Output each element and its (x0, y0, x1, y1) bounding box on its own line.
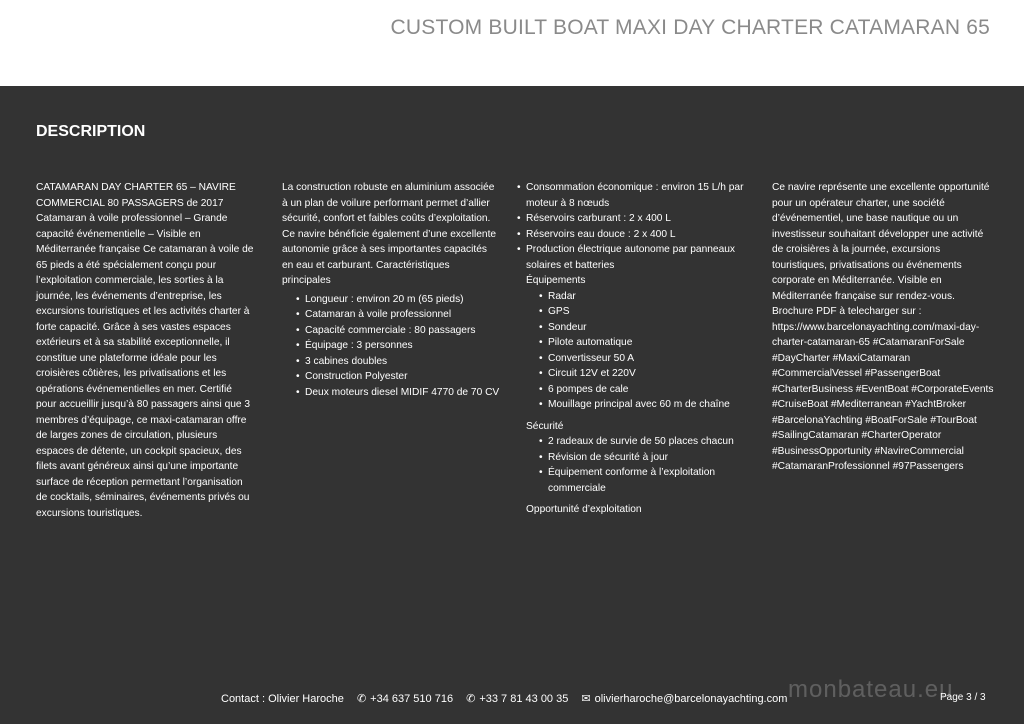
security-list (517, 434, 747, 496)
main-characteristics-list (282, 292, 500, 401)
equipment-label: Équipements (526, 275, 586, 286)
list-item: • Mouillage principal avec 60 m de chaîne (539, 397, 747, 413)
list-item: • Révision de sécurité à jour (539, 450, 747, 466)
phone-number-1[interactable]: +34 637 510 716 (370, 693, 454, 705)
list-item: • Catamaran à voile professionnel (296, 307, 500, 323)
list-item: • GPS (539, 304, 747, 320)
intro-text: CATAMARAN DAY CHARTER 65 – NAVIRE COMMERCIAL 80 PASSAGERS de 2017 Catamaran à voile professionnel – Grande capacité événementielle – Visible en Méditerranée française Ce catamaran à voile de 65 pieds a été spécialement conçu pour l’exploitation commerciale, les sorties à la journée, les événements d’entreprise, les excursions touristiques et les activités charter à forte capacité. Grâce à ses vastes espaces extérieurs et à sa stabilité exceptionnelle, il constitue une plateforme idéale pour les croisières côtières, les privatisations et les opérations événementielles en mer. Certifié pour accueillir jusqu’à 80 passagers ainsi que 3 membres d’équipage, ce maxi-catamaran offre de larges zones de circulation, plusieurs espaces de détente, un cockpit spacieux, des filets avant généreux ainsi qu’une importante surface de réception permettant l’organisation de cocktails, séminaires, événements privés ou excursions touristiques. (36, 182, 254, 519)
list-item: • Longueur : environ 20 m (65 pieds) (296, 292, 500, 308)
equipment-list (517, 289, 747, 413)
description-panel (0, 86, 1024, 724)
phone-icon: ✆ (356, 693, 367, 705)
list-item: • Production électrique autonome par panneaux solaires et batteries (517, 242, 747, 273)
list-item: • Sondeur (539, 320, 747, 336)
list-item: • Réservoirs carburant : 2 x 400 L (517, 211, 747, 227)
document-title: CUSTOM BUILT BOAT MAXI DAY CHARTER CATAMARAN 65 (390, 16, 990, 39)
description-column-3 (517, 180, 747, 518)
list-item: • Pilote automatique (539, 335, 747, 351)
contact-name: Contact : Olivier Haroche (221, 693, 344, 705)
list-item: • Consommation économique : environ 15 L/h par moteur à 8 nœuds (517, 180, 747, 211)
security-label: Sécurité (526, 420, 564, 432)
section-title: DESCRIPTION (36, 123, 146, 140)
list-item: • Capacité commerciale : 80 passagers (296, 323, 500, 339)
list-item: • Convertisseur 50 A (539, 351, 747, 367)
list-item: • Réservoirs eau douce : 2 x 400 L (517, 227, 747, 243)
contact-line (221, 692, 791, 705)
list-item: • Circuit 12V et 220V (539, 366, 747, 382)
list-item: • Équipement conforme à l’exploitation commerciale (539, 465, 747, 496)
phone-icon: ✆ (466, 693, 476, 705)
specs-list (517, 180, 747, 273)
construction-text: La construction robuste en aluminium associée à un plan de voilure performant permet d’allier sécurité, confort et faibles coûts d’exploitation. Ce navire bénéficie également d’une excellente autonomie grâce à ses importantes capacités en eau et carburant. Caractéristiques principales (282, 182, 497, 286)
description-column-4 (772, 180, 994, 475)
envelope-icon: ✉ (581, 693, 591, 705)
page-number: Page 3 / 3 (940, 692, 986, 703)
list-item: • 3 cabines doubles (296, 354, 500, 370)
list-item: • 6 pompes de cale (539, 382, 747, 398)
header (0, 0, 1024, 86)
description-column-2 (282, 180, 500, 400)
list-item: • Radar (539, 289, 747, 305)
opportunity-label: Opportunité d’exploitation (526, 504, 642, 515)
email-link[interactable]: olivierharoche@barcelonayachting.com (594, 693, 788, 705)
list-item: • 2 radeaux de survie de 50 places chacun (539, 434, 747, 450)
description-column-1 (36, 180, 254, 521)
list-item: • Deux moteurs diesel MIDIF 4770 de 70 CV (296, 385, 500, 401)
opportunity-text: Ce navire représente une excellente opportunité pour un opérateur charter, une société d’événementiel, une base nautique ou un investisseur souhaitant développer une activité de croisières à la journée, excursions touristiques, privatisations ou événements corporate en Méditerranée. Visible en Méditerranée française sur rendez-vous. Brochure PDF à telecharger sur : https://www.barcelonayachting.com/maxi-day-charter-catamaran-65 #CatamaranForSale #DayCharter #MaxiCatamaran #CommercialVessel #PassengerBoat #CharterBusiness #EventBoat #CorporateEvents #CruiseBoat #Mediterranean #YachtBroker #BarcelonaYachting #BoatForSale #TourBoat #SailingCatamaran #CharterOperator #BusinessOpportunity #NavireCommercial #CatamaranProfessionnel #97Passengers (772, 182, 994, 472)
list-item: • Équipage : 3 personnes (296, 338, 500, 354)
phone-number-2[interactable]: +33 7 81 43 00 35 (479, 693, 569, 705)
watermark: monbateau.eu (788, 676, 954, 703)
list-item: • Construction Polyester (296, 369, 500, 385)
